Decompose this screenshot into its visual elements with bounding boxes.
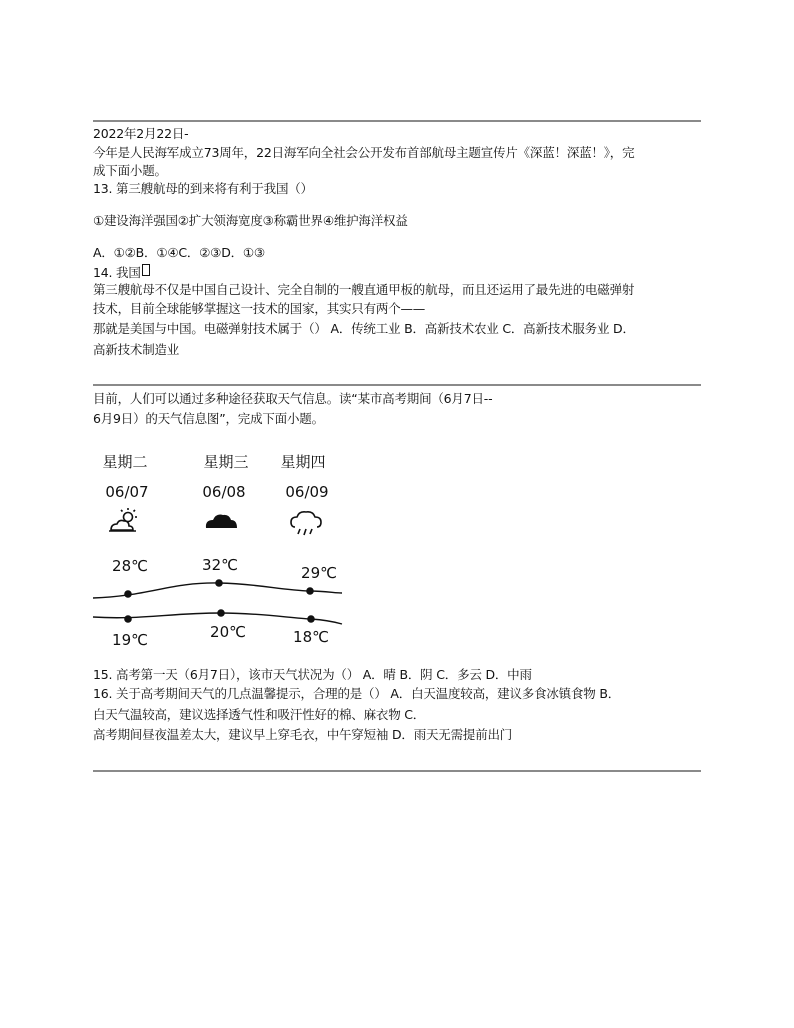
question-13-items: ①建设海洋强国②扩大领海宽度③称霸世界④维护海洋权益 — [93, 213, 408, 228]
high-temp-point — [306, 587, 314, 595]
question-16-line-1: 16. 关于高考期间天气的几点温馨提示，合理的是（） A．白天温度较高，建议多食冰镇食物 B． — [93, 686, 621, 701]
weekday-label: 星期二 — [102, 453, 148, 471]
high-temp-label: 32℃ — [202, 556, 238, 574]
question-14-text-2: 技术，目前全球能够掌握这一技术的国家，其实只有两个—— — [93, 301, 426, 316]
question-13-options: A．①②B．①④C．②③D．①③ — [93, 245, 265, 260]
high-temp-label: 29℃ — [301, 564, 337, 582]
low-temp-point — [307, 615, 315, 623]
high-temp-point — [215, 579, 223, 587]
partly-cloudy-icon — [109, 508, 137, 531]
high-temp-point — [124, 590, 132, 598]
date-label: 06/07 — [105, 483, 149, 501]
question-13: 13. 第三艘航母的到来将有利于我国（） — [93, 181, 313, 196]
question-15: 15. 高考第一天（6月7日），该市天气状况为（） A．晴 B．阴 C．多云 D．中雨 — [93, 667, 532, 682]
weather-intro-1: 目前，人们可以通过多种途径获取天气信息。读“某市高考期间（6月7日-- — [93, 391, 493, 406]
low-temp-label: 18℃ — [293, 628, 329, 646]
intro-line-2: 成下面小题。 — [93, 163, 167, 178]
question-14-text-3: 那就是美国与中国。电磁弹射技术属于（） A．传统工业 B．高新技术农业 C．高新技术服务业 D． — [93, 321, 635, 336]
weekday-label: 星期三 — [203, 453, 249, 471]
low-temp-point — [124, 615, 132, 623]
intro-line-1: 今年是人民海军成立73周年，22日海军向全社会公开发布首部航母主题宣传片《深蓝！深蓝！》，完 — [93, 145, 635, 160]
weekday-label: 星期四 — [280, 453, 326, 471]
low-temp-label: 19℃ — [112, 631, 148, 649]
question-16-line-3: 高考期间昼夜温差太大，建议早上穿毛衣，中午穿短袖 D．雨天无需提前出门 — [93, 727, 513, 742]
date-line: 2022年2月22日- — [93, 126, 189, 141]
question-14-text-1: 第三艘航母不仅是中国自己设计、完全自制的一艘直通甲板的航母，而且还运用了最先进的电磁弹射 — [93, 282, 635, 297]
date-label: 06/09 — [285, 483, 329, 501]
date-label: 06/08 — [202, 483, 246, 501]
bottom-divider — [93, 770, 701, 772]
cloud-icon — [206, 515, 237, 528]
low-temp-point — [217, 609, 225, 617]
rain-icon — [291, 512, 321, 535]
question-16-line-2: 白天气温较高，建议选择透气性和吸汗性好的棉、麻衣物 C． — [93, 707, 426, 722]
weather-intro-2: 6月9日）的天气信息图”，完成下面小题。 — [93, 411, 324, 426]
question-14-text-4: 高新技术制造业 — [93, 342, 180, 357]
question-14-label: 14. 我国 — [93, 265, 141, 280]
high-temp-label: 28℃ — [112, 557, 148, 575]
low-temp-label: 20℃ — [210, 623, 246, 641]
